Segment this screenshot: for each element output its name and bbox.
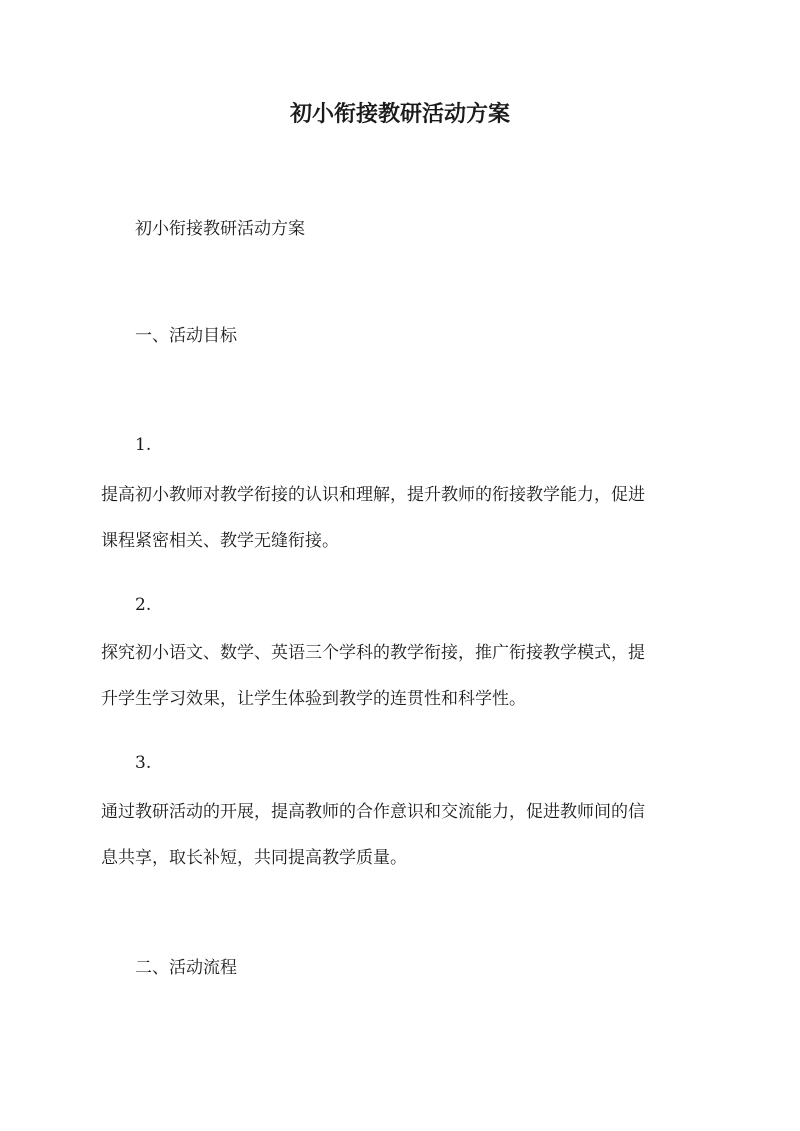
list-item-number: 1.: [135, 435, 152, 455]
document-subtitle: 初小衔接教研活动方案: [135, 219, 305, 239]
list-item-number: 3.: [135, 753, 152, 773]
paragraph-line: 课程紧密相关、教学无缝衔接。: [101, 531, 339, 551]
page-title: 初小衔接教研活动方案: [289, 101, 510, 127]
paragraph-line: 息共享，取长补短，共同提高教学质量。: [101, 848, 407, 868]
paragraph-line: 通过教研活动的开展，提高教师的合作意识和交流能力，促进教师间的信: [101, 802, 645, 822]
list-item-number: 2.: [135, 595, 152, 615]
paragraph-line: 升学生学习效果，让学生体验到教学的连贯性和科学性。: [101, 689, 526, 709]
section-heading-goals: 一、活动目标: [135, 326, 237, 346]
paragraph-line: 提高初小教师对教学衔接的认识和理解，提升教师的衔接教学能力，促进: [101, 485, 645, 505]
paragraph-line: 探究初小语文、数学、英语三个学科的教学衔接，推广衔接教学模式，提: [101, 643, 645, 663]
section-heading-process: 二、活动流程: [135, 958, 237, 978]
